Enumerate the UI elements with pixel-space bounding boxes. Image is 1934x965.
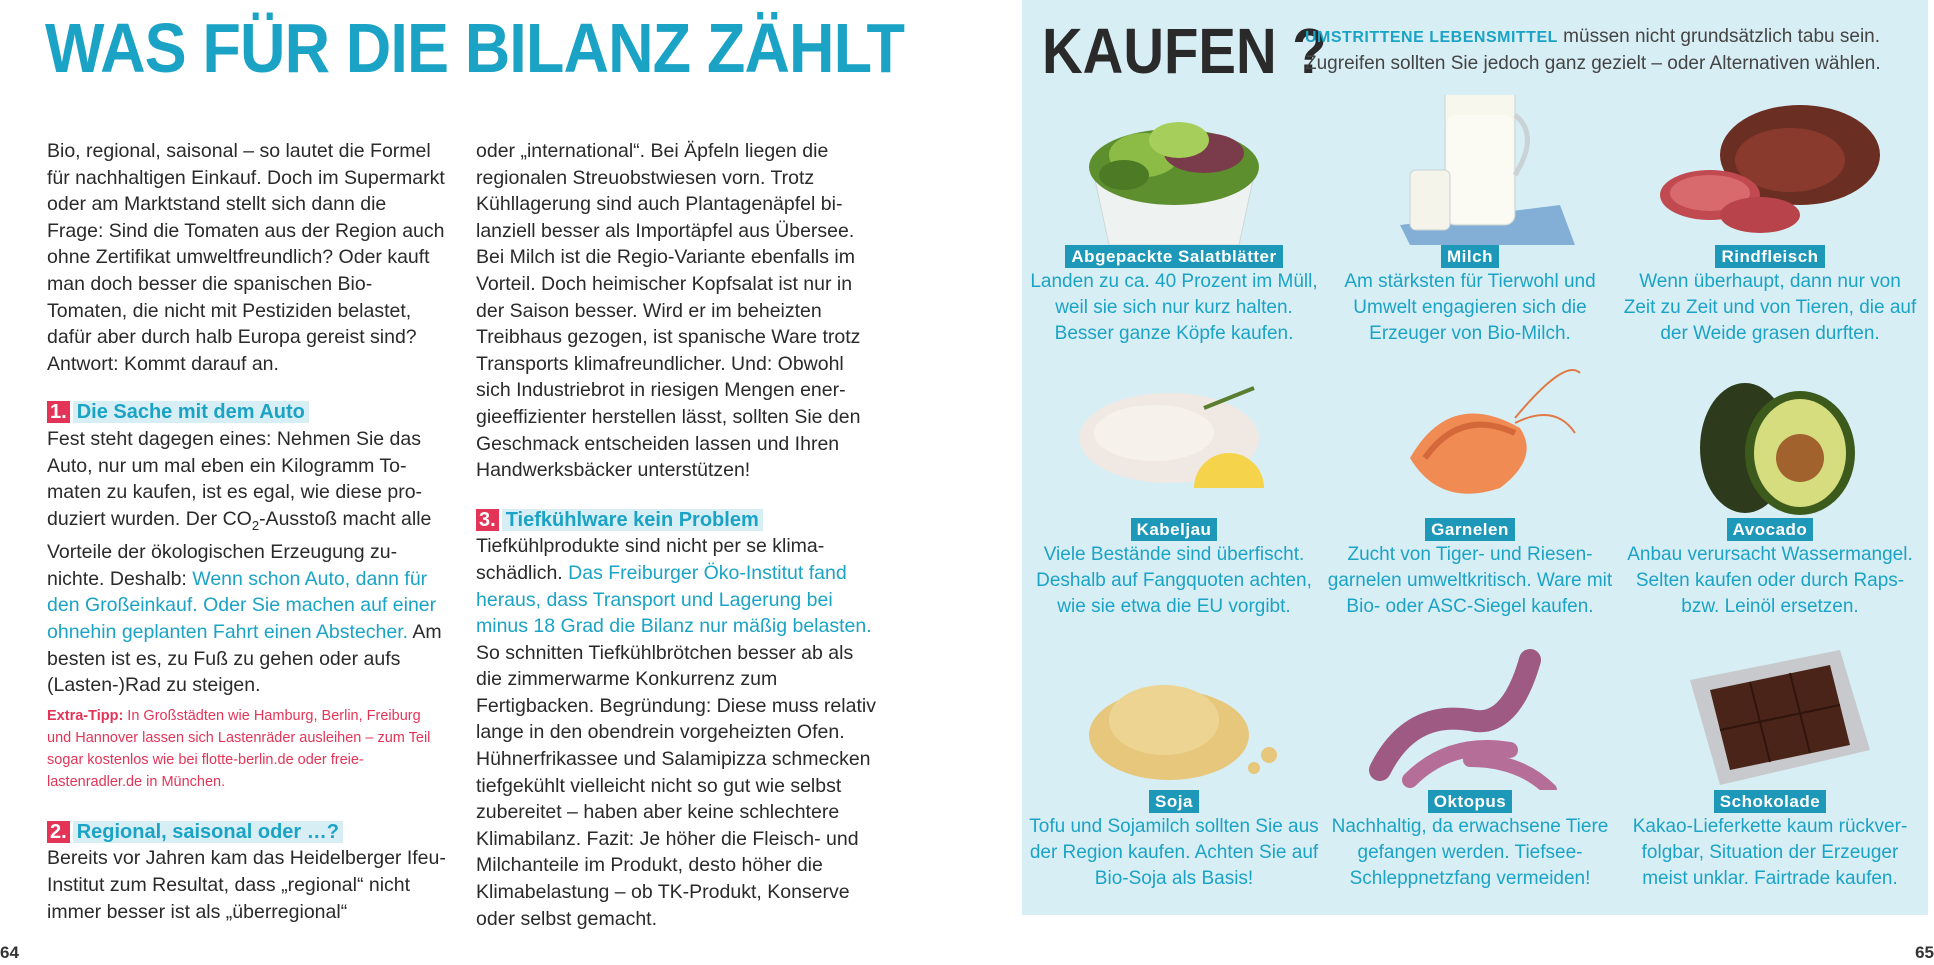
- page-number-right: 65: [1915, 943, 1934, 962]
- food-description: Viele Bestände sind überfischt. Deshalb auf Fangquoten achten, wie sie etwa die EU vorgibt.: [1036, 544, 1312, 617]
- milk-icon: [1350, 95, 1590, 245]
- section-heading-2: [47, 819, 447, 846]
- intro-text: müssen nicht grundsätzlich tabu sein. Zugreifen sollten Sie jedoch ganz gezielt – oder Alternativen wählen.: [1305, 26, 1881, 74]
- food-card-milk: [1322, 95, 1618, 347]
- section-number: 2.: [47, 821, 70, 843]
- highlight-text: Das Freiburger Öko-Institut fand heraus, dass Transport und Lagerung bei minus 18 Grad die Bilanz nur mäßig belasten.: [476, 561, 872, 638]
- food-card-octopus: [1322, 640, 1618, 892]
- body-text: -Ausstoß macht alle Vorteile der ökologischen Erzeugung zunichte. Deshalb:: [47, 507, 432, 590]
- section-heading-3: [476, 507, 881, 534]
- food-label: Abgepackte Salatblätter: [1065, 245, 1282, 268]
- octopus-icon: [1350, 640, 1590, 790]
- right-page: [1022, 0, 1934, 965]
- highlight-text: Wenn schon Auto, dann für den Großeinkauf. Oder Sie machen auf einer ohnehin geplanten Fahrt einen Abstecher.: [47, 567, 437, 643]
- food-description: Landen zu ca. 40 Prozent im Müll, weil sie sich nur kurz halten. Besser ganze Köpfe kaufen.: [1030, 271, 1318, 344]
- food-description: Wenn überhaupt, dann nur von Zeit zu Zeit und von Tieren, die auf der Weide grasen durften.: [1623, 271, 1917, 344]
- food-label: Oktopus: [1428, 790, 1512, 813]
- panel-intro: [1305, 24, 1925, 77]
- food-card-soy: [1026, 640, 1322, 892]
- section-1-body: [47, 426, 447, 699]
- food-description: Anbau verursacht Wassermangel. Selten kaufen oder durch Raps- bzw. Leinöl ersetzen.: [1627, 544, 1913, 617]
- page-title-right: KAUFEN ?: [1042, 15, 1327, 87]
- section-title: Die Sache mit dem Auto: [73, 401, 309, 423]
- section-title: Regional, saisonal oder …?: [73, 821, 343, 843]
- food-label: Schokolade: [1714, 790, 1826, 813]
- food-description: Kakao-Lieferkette kaum rückverfolgbar, Situation der Erzeuger meist unklar. Fairtrade kaufen.: [1632, 816, 1908, 889]
- section-number: 1.: [47, 401, 70, 423]
- tip-text: In Großstädten wie Hamburg, Berlin, Freiburg und Hannover lassen sich Lastenräder ausleihen – zum Teil sogar kostenlos wie bei flotte-berlin.de oder freie-lastenradler.de in München.: [47, 707, 431, 790]
- section-title: Tiefkühlware kein Problem: [502, 509, 763, 531]
- text-column-1: [47, 138, 447, 925]
- food-description: Tofu und Sojamilch sollten Sie aus der Region kaufen. Achten Sie auf Bio-Soja als Basis!: [1029, 816, 1319, 889]
- tip-label: Extra-Tipp:: [47, 707, 124, 724]
- chocolate-icon: [1650, 640, 1890, 790]
- body-text: Tiefkühlprodukte sind nicht per se klimaschädlich.: [476, 535, 825, 584]
- food-card-shrimp: [1322, 368, 1618, 620]
- food-card-chocolate: [1622, 640, 1918, 892]
- soy-icon: [1054, 640, 1294, 790]
- fish-icon: [1054, 368, 1294, 518]
- intro-bold: UMSTRITTENE LEBENSMITTEL: [1305, 29, 1558, 46]
- text-column-2: [476, 138, 881, 932]
- page-title-left: WAS FÜR DIE BILANZ ZÄHLT: [45, 9, 905, 87]
- extra-tip: [47, 705, 447, 793]
- shrimp-icon: [1350, 368, 1590, 518]
- column-2-paragraph: oder „international“. Bei Äpfeln liegen die regionalen Streuobstwiesen vorn. Trotz Kühllagerung sind auch Plantagenäpfel bilanziell besser als Importäpfel aus Übersee. Bei Milch ist die Regio-Variante ebenfalls im Vorteil. Doch heimischer Kopfsalat ist nur in der Saison besser. Wird er im beheizten Treibhaus gezogen, ist spanische Ware trotz Transports klimafreundlicher. Und: Obwohl sich Industriebrot in riesigen Mengen energieeffizienter herstellen lässt, sollten Sie den Geschmack entscheiden lassen und Ihren Handwerksbäcker unterstützen!: [476, 140, 861, 482]
- food-description: Zucht von Tiger- und Riesengarnelen umweltkritisch. Ware mit Bio- oder ASC-Siegel kaufen.: [1327, 544, 1613, 617]
- food-label: Kabeljau: [1131, 518, 1218, 541]
- food-label: Milch: [1441, 245, 1499, 268]
- body-text: Fest steht dagegen eines: Nehmen Sie das Auto, nur um mal eben ein Kilogramm Tomaten zu kaufen, ist es egal, wie diese produziert wurden. Der CO: [47, 427, 423, 530]
- section-heading-1: [47, 399, 447, 426]
- food-label: Garnelen: [1425, 518, 1515, 541]
- food-card-beef: [1622, 95, 1918, 347]
- intro-paragraph: Bio, regional, saisonal – so lautet die Formel für nachhaltigen Einkauf. Doch im Supermarkt oder am Marktstand stellt sich dann die Frage: Sind die Tomaten aus der Region auch ohne Zertifikat umweltfreundlich? Oder kauft man doch besser die spanischen Bio-Tomaten, die nicht mit Pestiziden belastet, dafür aber durch halb Europa gereist sind? Antwort: Kommt darauf an.: [47, 140, 445, 375]
- page-number-left: 64: [0, 943, 19, 962]
- body-text: Am besten ist es, zu Fuß zu gehen oder aufs (Lasten-)Rad zu steigen.: [47, 620, 442, 697]
- body-text: So schnitten Tiefkühlbrötchen besser ab als die zimmerwarme Konkurrenz zum Fertigbacken. Begründung: Diese muss relativ lange in den obendrein vorgeheizten Ofen. Hühnerfrikassee und Salamipizza schmecken tiefgekühlt vielleicht nicht so gut wie selbst zubereitet – haben aber keine schlechtere Klimabilanz. Fazit: Je höher die Fleisch- und Milchanteile im Produkt, desto höher die Klimabelastung – ob TK-Produkt, Konserve oder selbst gemacht.: [476, 641, 876, 930]
- food-card-cod: [1026, 368, 1322, 620]
- section-number: 3.: [476, 509, 499, 531]
- subscript: 2: [251, 517, 260, 533]
- food-label: Rindfleisch: [1715, 245, 1824, 268]
- food-description: Am stärksten für Tierwohl und Umwelt engagieren sich die Erzeuger von Bio-Milch.: [1344, 271, 1596, 344]
- food-label: Soja: [1149, 790, 1199, 813]
- food-label: Avocado: [1727, 518, 1814, 541]
- food-description: Nachhaltig, da erwachsene Tiere gefangen werden. TiefseeSchleppnetzfang vermeiden!: [1331, 816, 1609, 889]
- section-3-body: [476, 533, 881, 932]
- avocado-icon: [1650, 368, 1890, 518]
- section-2-body: Bereits vor Jahren kam das Heidelberger Ifeu-Institut zum Resultat, dass „regional“ nicht immer besser ist als „überregional“: [47, 847, 446, 923]
- salad-icon: [1054, 95, 1294, 245]
- beef-icon: [1650, 95, 1890, 245]
- food-card-salad: [1026, 95, 1322, 347]
- food-card-avocado: [1622, 368, 1918, 620]
